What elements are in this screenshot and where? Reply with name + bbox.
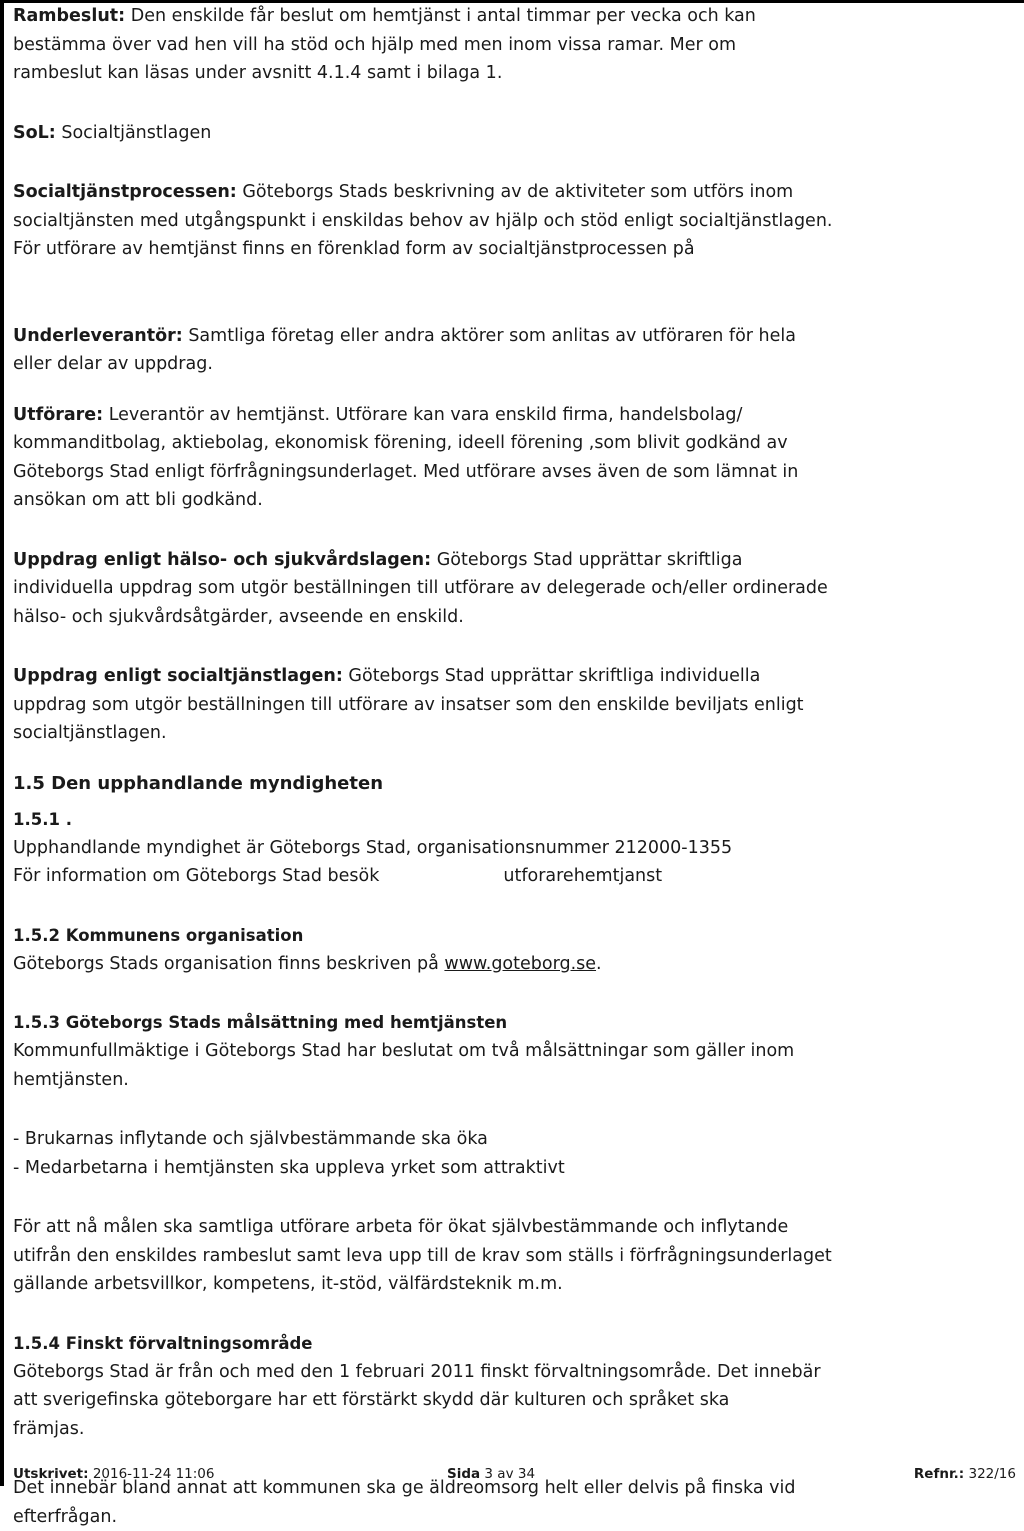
footer-page-label: Sida — [447, 1466, 480, 1482]
body-text: För information om Göteborgs Stad besök — [13, 866, 379, 886]
definition-text: Samtliga företag eller andra aktörer som anlitas av utföraren för hela — [183, 326, 796, 346]
body-text: Det innebär bland annat att kommunen ska ge äldreomsorg helt eller delvis på finska vid — [13, 1474, 1013, 1503]
body-text: Upphandlande myndighet är Göteborgs Stad, organisationsnummer 212000-1355 — [13, 834, 1013, 863]
definition-underleverantor — [13, 322, 1013, 379]
footer-page — [447, 1466, 535, 1482]
body-text: utforarehemtjanst — [503, 866, 662, 886]
definition-uppdrag-sol — [13, 662, 1013, 748]
section-heading-1-5-2: 1.5.2 Kommunens organisation — [13, 922, 1013, 950]
term-uppdrag-sol: Uppdrag enligt socialtjänstlagen: — [13, 666, 343, 686]
footer-printed — [13, 1466, 214, 1482]
definition-text: Socialtjänstlagen — [56, 123, 212, 143]
definition-text: uppdrag som utgör beställningen till utförare av insatser som den enskilde beviljats enligt — [13, 691, 1013, 720]
definition-text: Göteborgs Stad upprättar skriftliga individuella — [343, 666, 760, 686]
section-heading-1-5-4: 1.5.4 Finskt förvaltningsområde — [13, 1330, 1013, 1358]
definition-socialtjanstprocessen — [13, 178, 1013, 264]
definition-rambeslut — [13, 2, 1013, 88]
definition-text: Leverantör av hemtjänst. Utförare kan vara enskild firma, handelsbolag/ — [103, 405, 742, 425]
goteborg-link[interactable]: www.goteborg.se — [444, 954, 596, 974]
footer-ref-label: Refnr.: — [914, 1466, 964, 1482]
term-socialtjanstprocessen: Socialtjänstprocessen: — [13, 182, 237, 202]
document-body — [13, 2, 1013, 1531]
footer-ref — [914, 1466, 1016, 1482]
section-heading-1-5-1: 1.5.1 . — [13, 806, 1013, 834]
body-text: främjas. — [13, 1415, 1013, 1444]
term-utforare: Utförare: — [13, 405, 103, 425]
body-text: utifrån den enskildes rambeslut samt leva upp till de krav som ställs i förfrågningsunderlaget — [13, 1242, 1013, 1271]
definition-utforare — [13, 401, 1013, 515]
definition-text: Den enskilde får beslut om hemtjänst i antal timmar per vecka och kan — [125, 6, 756, 26]
definition-text: För utförare av hemtjänst finns en förenklad form av socialtjänstprocessen på — [13, 235, 1013, 264]
footer-ref-value: 322/16 — [964, 1466, 1016, 1482]
section-heading-1-5-3: 1.5.3 Göteborgs Stads målsättning med hemtjänsten — [13, 1009, 1013, 1037]
body-text: Göteborgs Stad är från och med den 1 februari 2011 finskt förvaltningsområde. Det innebär — [13, 1358, 1013, 1387]
definition-text: socialtjänsten med utgångspunkt i enskildas behov av hjälp och stöd enligt socialtjänstlagen. — [13, 207, 1013, 236]
body-text: efterfrågan. — [13, 1503, 1013, 1531]
list-item: - Brukarnas inflytande och självbestämmande ska öka — [13, 1125, 1013, 1154]
term-sol: SoL: — [13, 123, 56, 143]
definition-sol — [13, 119, 1013, 148]
definition-text: socialtjänstlagen. — [13, 719, 1013, 748]
definition-text: Göteborgs Stad upprättar skriftliga — [431, 550, 742, 570]
footer-printed-value: 2016-11-24 11:06 — [89, 1466, 215, 1482]
definition-text: rambeslut kan läsas under avsnitt 4.1.4 samt i bilaga 1. — [13, 59, 1013, 88]
definition-text: kommanditbolag, aktiebolag, ekonomisk förening, ideell förening ,som blivit godkänd av — [13, 429, 1013, 458]
body-text: Göteborgs Stads organisation finns beskriven på — [13, 954, 444, 974]
definition-text: bestämma över vad hen vill ha stöd och hjälp med men inom vissa ramar. Mer om — [13, 31, 1013, 60]
definition-text: ansökan om att bli godkänd. — [13, 486, 1013, 515]
footer-printed-label: Utskrivet: — [13, 1466, 89, 1482]
body-text: gällande arbetsvillkor, kompetens, it-stöd, välfärdsteknik m.m. — [13, 1270, 1013, 1299]
list-item: - Medarbetarna i hemtjänsten ska uppleva yrket som attraktivt — [13, 1154, 1013, 1183]
section-heading-1-5: 1.5 Den upphandlande myndigheten — [13, 770, 1013, 798]
definition-text: individuella uppdrag som utgör beställningen till utförare av delegerade och/eller ordinerade — [13, 574, 1013, 603]
definition-text: Göteborgs Stads beskrivning av de aktiviteter som utförs inom — [237, 182, 793, 202]
page-left-border — [0, 0, 4, 1486]
term-uppdrag-hsl: Uppdrag enligt hälso- och sjukvårdslagen: — [13, 550, 431, 570]
definition-text: Göteborgs Stad enligt förfrågningsunderlaget. Med utförare avses även de som lämnat in — [13, 458, 1013, 487]
body-text: hemtjänsten. — [13, 1066, 1013, 1095]
definition-text: eller delar av uppdrag. — [13, 350, 1013, 379]
footer-page-value: 3 av 34 — [480, 1466, 535, 1482]
term-underleverantor: Underleverantör: — [13, 326, 183, 346]
definition-uppdrag-hsl — [13, 546, 1013, 632]
definition-text: hälso- och sjukvårdsåtgärder, avseende en enskild. — [13, 603, 1013, 632]
body-text: att sverigefinska göteborgare har ett förstärkt skydd där kulturen och språket ska — [13, 1386, 1013, 1415]
body-text: . — [596, 954, 602, 974]
body-text: För att nå målen ska samtliga utförare arbeta för ökat självbestämmande och inflytande — [13, 1213, 1013, 1242]
body-text: Kommunfullmäktige i Göteborgs Stad har beslutat om två målsättningar som gäller inom — [13, 1037, 1013, 1066]
term-rambeslut: Rambeslut: — [13, 6, 125, 26]
